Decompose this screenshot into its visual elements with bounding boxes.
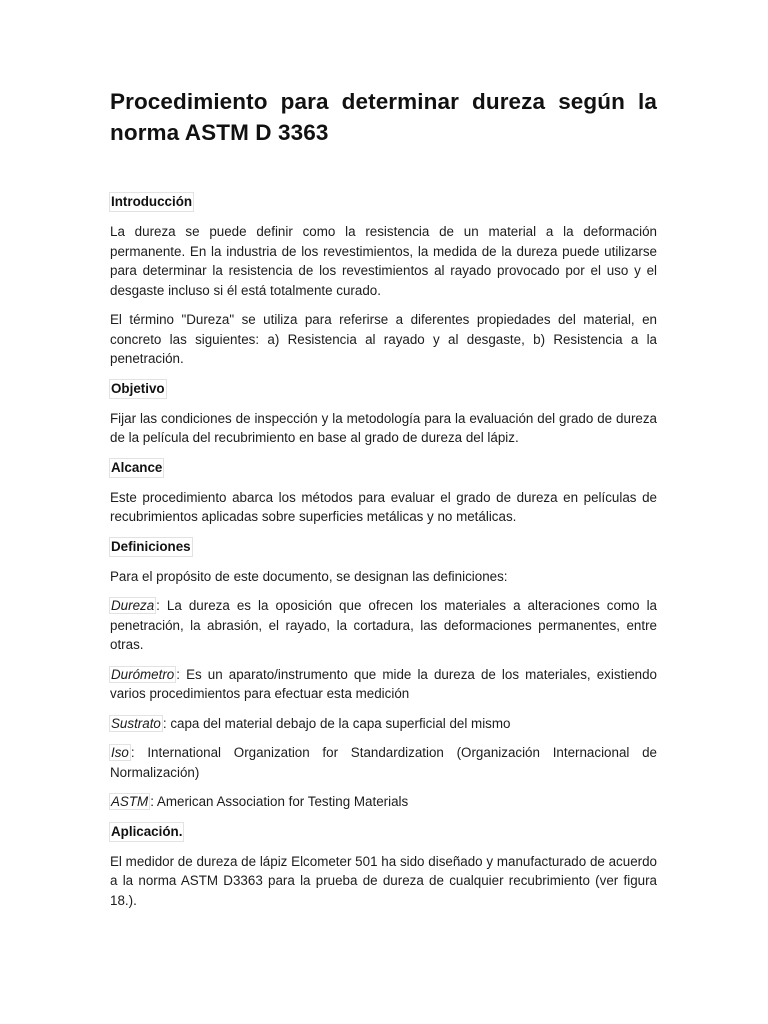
definition-item [110,596,657,655]
definition-text: : La dureza es la oposición que ofrecen los materiales a alteraciones como la penetración, la abrasión, el rayado, la cortadura, las deformaciones permanentes, entre otras. [110,598,657,652]
document-title: Procedimiento para determinar dureza según la norma ASTM D 3363 [110,89,657,145]
paragraph-objetivo: Fijar las condiciones de inspección y la metodología para la evaluación del grado de dureza de la película del recubrimiento en base al grado de dureza del lápiz. [110,410,657,445]
definition-term: Iso [111,745,129,760]
paragraph-aplicacion: El medidor de dureza de lápiz Elcometer 501 ha sido diseñado y manufacturado de acuerdo a la norma ASTM D3363 para la prueba de dureza de cualquier recubrimiento (ver figura 18.). [110,853,657,908]
heading-introduccion: Introducción [109,192,194,212]
definition-term: Sustrato [111,715,161,731]
definition-term: Durómetro [111,666,175,682]
definition-text: : Es un aparato/instrumento que mide la dureza de los materiales, existiendo varios procedimientos para efectuar esta medición [110,666,657,701]
definition-item [110,714,657,734]
definition-item [110,665,657,704]
section-aplicacion [110,822,657,911]
paragraph-introduccion-1: La dureza se puede definir como la resistencia de un material a la deformación permanente. En la industria de los revestimientos, la medida de la dureza puede utilizarse para determinar la resistencia de los revestimientos al rayado provocado por el uso y el desgaste incluso si él está totalmente curado. [110,224,657,298]
paragraph-introduccion-2: El término "Dureza" se utiliza para referirse a diferentes propiedades del material, en concreto las siguientes: a) Resistencia al rayado y al desgaste, b) Resistencia a la penetración. [110,312,657,366]
paragraph-definiciones-intro: Para el propósito de este documento, se designan las definiciones: [110,568,508,584]
definition-item [110,743,657,782]
paragraph-alcance: Este procedimiento abarca los métodos para evaluar el grado de dureza en películas de recubrimientos aplicadas sobre superficies metálicas y no metálicas. [110,489,657,524]
heading-aplicacion: Aplicación. [109,822,184,842]
section-alcance [110,458,657,527]
definition-text: : American Association for Testing Materials [150,794,409,809]
definition-term: Dureza [111,598,155,613]
section-introduccion [110,192,657,369]
heading-alcance: Alcance [109,458,164,478]
definition-text: : capa del material debajo de la capa superficial del mismo [162,715,511,731]
definition-text: : International Organization for Standardization (Organización Internacional de Normalización) [110,745,657,780]
heading-objetivo: Objetivo [109,379,167,399]
definition-term: ASTM [111,794,149,809]
section-objetivo [110,379,657,448]
heading-definiciones: Definiciones [109,537,193,557]
section-definiciones [110,537,657,812]
definition-item [110,792,657,812]
